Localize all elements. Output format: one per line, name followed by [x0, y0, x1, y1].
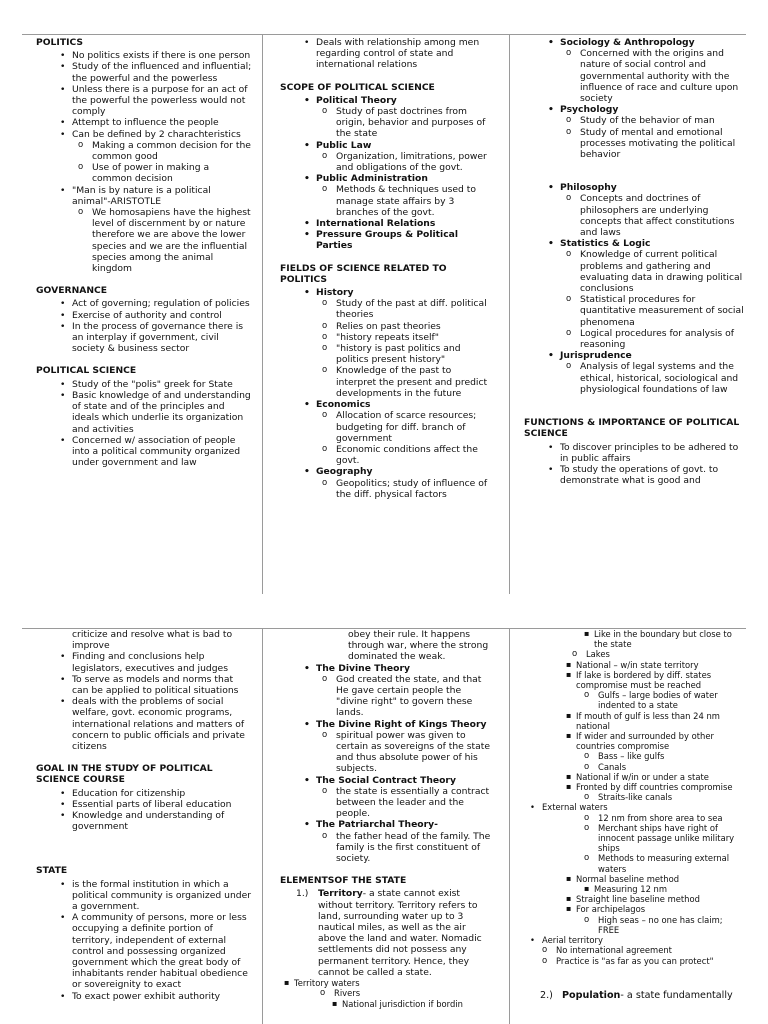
sub-list-item: o We homosapiens have the highest level of discernment by or nature therefore we are above the lower species and we are the influential species among the animal kingdom — [74, 207, 252, 274]
sub-list-item: o Logical procedures for analysis of reasoning — [562, 328, 746, 350]
list-item: • is the formal institution in which a political community is organized under a government. — [56, 879, 252, 913]
sub-list-item: o Relies on past theories — [318, 321, 494, 332]
sub-list-item: o Methods & techniques used to manage state affairs by 3 branches of the govt. — [318, 184, 494, 218]
list-item: • Geography — [300, 466, 494, 477]
political-science-heading: POLITICAL SCIENCE — [36, 365, 137, 377]
page1-column-1 — [36, 37, 252, 593]
sub-list-item: o Concerned with the origins and nature of social control and governmental authority with the influence of race and culture upon society — [562, 48, 746, 104]
list-item: • International Relations — [300, 218, 494, 229]
list-item: • Exercise of authority and control — [56, 310, 252, 321]
sub-list-item: o 12 nm from shore area to sea — [580, 813, 746, 823]
politics-heading: POLITICS — [36, 37, 84, 48]
list-item: ▪ Fronted by diff countries compromise — [566, 782, 746, 792]
list-item: ▪ National jurisdiction if bordin — [332, 999, 494, 1009]
territory-label: Territory — [318, 888, 363, 900]
territory-text: - a state cannot exist without territory. Territory refers to land, surrounding water up to 3 nautical miles, as well as the air above the land and water. Nomadic settlements did not possess any permanent territory. Hence, they cannot be called a state. — [318, 888, 482, 978]
population-item — [540, 990, 746, 1002]
list-item: • Attempt to influence the people — [56, 117, 252, 128]
list-item: • Deals with relationship among men regarding control of state and international relations — [300, 37, 494, 71]
list-item: • Pressure Groups & Political Parties — [300, 229, 494, 251]
list-item: ▪ Normal baseline method — [566, 874, 746, 884]
list-item: • Can be defined by 2 charachteristics — [56, 129, 252, 140]
list-item: ▪ National – w/in state territory — [566, 660, 746, 670]
list-item: • The Social Contract Theory — [300, 775, 494, 786]
territory-item — [296, 888, 494, 978]
list-item: • To study the operations of govt. to demonstrate what is good and — [544, 464, 746, 486]
territory-number: 1.) — [296, 888, 309, 900]
list-item: • Basic knowledge of and understanding of state and of the principles and ideals which underlie its organization and activities — [56, 390, 252, 435]
list-item: • Philosophy — [544, 182, 746, 193]
list-item: • deals with the problems of social welfare, govt. economic programs, international relations and matters of concern to public officials and private citizens — [56, 696, 252, 752]
fields-heading: FIELDS OF SCIENCE RELATED TO POLITICS — [280, 262, 447, 285]
sub-list-item: o Canals — [580, 762, 746, 772]
top-rule — [22, 34, 746, 35]
sub-list-item: o Study of the behavior of man — [562, 115, 746, 126]
list-item: • Aerial territory — [526, 935, 746, 945]
list-item: • History — [300, 287, 494, 298]
sub-list-item: o Concepts and doctrines of philosophers are underlying concepts that affect constitutions and laws — [562, 193, 746, 238]
list-item: • The Divine Theory — [300, 663, 494, 674]
sub-list-item: o Study of the past at diff. political theories — [318, 298, 494, 320]
sub-list-item: o Lakes — [568, 649, 746, 659]
governance-heading: GOVERNANCE — [36, 285, 108, 297]
list-item: • Psychology — [544, 104, 746, 115]
list-item: • Public Administration — [300, 173, 494, 184]
list-item: ▪ Straight line baseline method — [566, 894, 746, 904]
scope-heading: SCOPE OF POLITICAL SCIENCE — [280, 81, 435, 93]
list-item: • Jurisprudence — [544, 350, 746, 361]
sub-list-item: o Methods to measuring external waters — [580, 853, 746, 873]
sub-list-item: o Geopolitics; study of influence of the diff. physical factors — [318, 478, 494, 500]
sub-list-item: o No international agreement — [538, 945, 746, 955]
list-item: • To discover principles to be adhered to in public affairs — [544, 442, 746, 464]
list-item: • Statistics & Logic — [544, 238, 746, 249]
list-item: ▪ If mouth of gulf is less than 24 nm national — [566, 711, 746, 731]
list-item: • Study of the influenced and influential; the powerful and the powerless — [56, 61, 252, 83]
sub-list-item: o Gulfs – large bodies of water indented to a state — [580, 690, 746, 710]
list-item: • No politics exists if there is one person — [56, 50, 252, 61]
sub-list-item: ▪ Measuring 12 nm — [584, 884, 746, 894]
column-divider-2 — [509, 34, 510, 594]
population-label: Population — [562, 989, 621, 1001]
sub-list-item: o Use of power in making a common decision — [74, 162, 252, 184]
list-item: • A community of persons, more or less occupying a definite portion of territory, independent of external control and possessing organized government which the great body of inhabitants render habitual obedience or sovereignity to exact — [56, 912, 252, 990]
list-item: ▪ Territory waters — [284, 978, 494, 988]
sub-list-item: o spiritual power was given to certain as sovereigns of the state and thus absolute power of his subjects. — [318, 730, 494, 775]
page1-column-2 — [280, 37, 494, 593]
column-divider-3 — [262, 628, 263, 1024]
sub-list-item: o Analysis of legal systems and the ethical, historical, sociological and physiological foundations of law — [562, 361, 746, 395]
list-item: • Act of governing; regulation of policies — [56, 298, 252, 309]
list-item: • External waters — [526, 802, 746, 812]
sub-list-item: o Economic conditions affect the govt. — [318, 444, 494, 466]
list-item: ▪ If wider and surrounded by other countries compromise — [566, 731, 746, 751]
page2-column-2 — [280, 629, 494, 1024]
sub-list-item: o Study of past doctrines from origin, behavior and purposes of the state — [318, 106, 494, 140]
list-item: • Economics — [300, 399, 494, 410]
list-item: • The Patriarchal Theory- — [300, 819, 494, 830]
sub-list-item: o High seas – no one has claim; FREE — [580, 915, 746, 935]
sub-list-item: o Knowledge of the past to interpret the present and predict developments in the future — [318, 365, 494, 399]
list-item: ▪ National if w/in or under a state — [566, 772, 746, 782]
sub-list-item: o Rivers — [316, 988, 494, 998]
column-divider-4 — [509, 628, 510, 1024]
continued-text: criticize and resolve what is bad to improve — [72, 629, 233, 652]
list-item: • In the process of governance there is an interplay if government, civil society & business sector — [56, 321, 252, 355]
sub-list-item: o Statistical procedures for quantitative measurement of social phenomena — [562, 294, 746, 328]
list-item: • Concerned w/ association of people into a political community organized under government and law — [56, 435, 252, 469]
elements-heading: ELEMENTSOF THE STATE — [280, 875, 407, 887]
list-item: • To serve as models and norms that can be applied to political situations — [56, 674, 252, 696]
list-item: • Political Theory — [300, 95, 494, 106]
sub-list-item: o Bass – like gulfs — [580, 751, 746, 761]
page1-column-3 — [524, 37, 746, 593]
list-item: • Public Law — [300, 140, 494, 151]
sub-list-item: o Straits-like canals — [580, 792, 746, 802]
population-number: 2.) — [540, 989, 553, 1001]
sub-list-item: o Making a common decision for the common good — [74, 140, 252, 162]
functions-heading: FUNCTIONS & IMPORTANCE OF POLITICAL SCIENCE — [524, 417, 740, 440]
sub-list-item: ▪ Like in the boundary but close to the state — [584, 629, 746, 649]
sub-list-item: o Merchant ships have right of innocent passage unlike military ships — [580, 823, 746, 854]
sub-list-item: o Study of mental and emotional processes motivating the political behavior — [562, 127, 746, 161]
list-item: • Sociology & Anthropology — [544, 37, 746, 48]
sub-list-item: o Allocation of scarce resources; budgeting for diff. branch of government — [318, 410, 494, 444]
list-item: • Study of the "polis" greek for State — [56, 379, 252, 390]
list-item: ▪ If lake is bordered by diff. states compromise must be reached — [566, 670, 746, 690]
sub-list-item: o Knowledge of current political problems and gathering and evaluating data in drawing political conclusions — [562, 249, 746, 294]
list-item: • To exact power exhibit authority — [56, 991, 252, 1002]
list-item: • Finding and conclusions help legislators, executives and judges — [56, 651, 252, 673]
sub-list-item: o Practice is "as far as you can protect" — [538, 956, 746, 966]
sub-list-item: o "history repeats itself" — [318, 332, 494, 343]
sub-list-item: o "history is past politics and politics present history" — [318, 343, 494, 365]
sub-list-item: o the father head of the family. The family is the first constituent of society. — [318, 831, 494, 865]
state-heading: STATE — [36, 865, 68, 877]
sub-list-item: o God created the state, and that He gave certain people the "divine right" to govern these lands. — [318, 674, 494, 719]
list-item: ▪ For archipelagos — [566, 904, 746, 914]
list-item: • Unless there is a purpose for an act of the powerful the powerless would not comply — [56, 84, 252, 118]
list-item: • Essential parts of liberal education — [56, 799, 252, 810]
sub-list-item: o the state is essentially a contract between the leader and the people. — [318, 786, 494, 820]
page2-column-1 — [36, 629, 252, 1024]
population-text: - a state fundamentally — [620, 989, 733, 1001]
list-item: • Knowledge and understanding of government — [56, 810, 252, 832]
goal-heading: GOAL IN THE STUDY OF POLITICAL SCIENCE COURSE — [36, 763, 213, 786]
sub-list-item: o Organization, limitrations, power and obligations of the govt. — [318, 151, 494, 173]
column-divider-1 — [262, 34, 263, 594]
continued-text: obey their rule. It happens through war, where the strong dominated the weak. — [348, 629, 489, 663]
list-item: • The Divine Right of Kings Theory — [300, 719, 494, 730]
list-item: • "Man is by nature is a political animal"-ARISTOTLE — [56, 185, 252, 207]
page2-column-3 — [524, 629, 746, 1024]
list-item: • Education for citizenship — [56, 788, 252, 799]
